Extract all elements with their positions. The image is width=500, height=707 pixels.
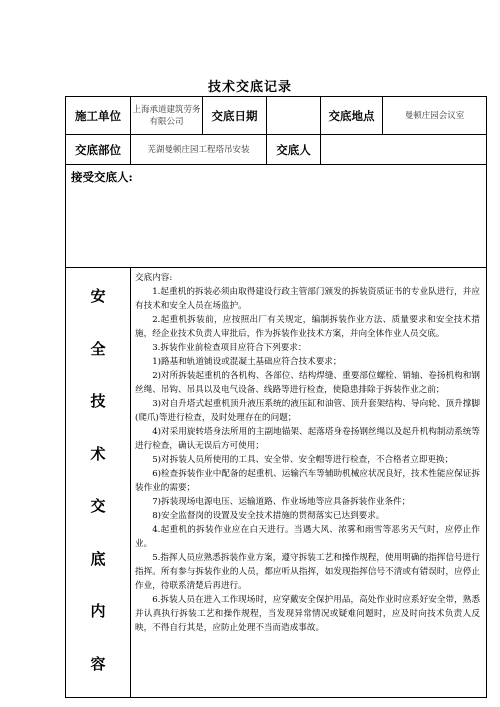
person-label: 交底人 (267, 135, 321, 165)
side-char: 安 (90, 287, 106, 305)
content-intro: 交底内容: (135, 273, 173, 283)
record-table (65, 96, 487, 698)
content-cell (131, 268, 487, 698)
content-paragraph: 4)对采用旋转塔身法所用的主副地锚架、起落塔身卷扬钢丝绳以及起升机构制动系统等进行检查，确认无误后方可使用； (135, 427, 480, 451)
content-paragraph: 3)对自升塔式起重机顶升液压系统的液压缸和油管、顶升套架结构、导向轮、顶升撑脚(爬爪)等进行检查，及时处理存在的问题； (135, 399, 480, 423)
date-value[interactable] (267, 97, 321, 135)
content-paragraph: 2.起重机拆装前，应按照出厂有关规定，编制拆装作业方法、质量要求和安全技术措施，经企业技术负责人审批后，作为拆装作业技术方案，并向全体作业人员交底。 (135, 315, 480, 339)
place-value: 曼顿庄园会议室 (383, 97, 487, 135)
content-paragraph: 6.拆装人员在进入工作现场时，应穿戴安全保护用品，高处作业时应系好安全带，熟悉并认真执行拆装工艺和操作规程，当发现异常情况或疑难问题时，应及时向技术负责人反映，不得自行其是，应防止处理不当而造成事故。 (135, 595, 480, 633)
place-label: 交底地点 (321, 97, 383, 135)
content-paragraph: 6)检查拆装作业中配备的起重机、运输汽车等辅助机械应状况良好，技术性能应保证拆装作业的需要； (135, 469, 480, 493)
unit-label: 施工单位 (66, 97, 131, 135)
part-value: 芜湖曼顿庄园工程塔吊安装 (131, 135, 267, 165)
date-label: 交底日期 (203, 97, 267, 135)
content-paragraph: 4.起重机的拆装作业应在白天进行。当遇大风、浓雾和雨雪等恶劣天气时，应停止作业。 (135, 525, 480, 549)
row-receiver (66, 165, 487, 268)
unit-value: 上海承道建筑劳务有限公司 (131, 97, 203, 135)
side-char: 容 (90, 654, 106, 673)
content-paragraph: 2)对所拆装起重机的各机构、各部位、结构焊缝、重要部位螺栓、销轴、卷扬机构和钢丝绳、吊钩、吊具以及电气设备、线路等进行检查，使隐患排除于拆装作业之前； (135, 371, 480, 395)
side-char: 内 (90, 602, 106, 620)
row-part (66, 135, 487, 165)
part-label: 交底部位 (66, 135, 131, 165)
content-paragraph: 5)对拆装人员所使用的工具、安全带、安全帽等进行检查，不合格者立即更换； (152, 455, 454, 465)
content-paragraph: 3.拆装作业前检查项目应符合下列要求： (152, 343, 307, 353)
receiver-label: 接受交底人: (71, 170, 133, 184)
person-value[interactable] (321, 135, 487, 165)
side-char: 术 (90, 444, 106, 463)
side-char: 技 (90, 392, 106, 410)
row-content (66, 268, 487, 698)
side-label-cell (66, 268, 131, 698)
content-paragraph: 8)安全监督岗的设置及安全技术措施的贯彻落实已达到要求。 (152, 511, 385, 521)
side-char: 底 (90, 549, 106, 568)
row-unit (66, 97, 487, 135)
content-paragraph: 1.起重机的拆装必须由取得建设行政主管部门颁发的拆装资质证书的专业队进行，并应有技术和安全人员在场监护。 (135, 287, 480, 311)
document-title: 技术交底记录 (207, 80, 292, 95)
content-paragraph: 1)路基和轨道铺设或混凝土基础应符合技术要求； (152, 357, 342, 367)
receiver-cell[interactable] (66, 165, 487, 268)
side-char: 交 (90, 497, 106, 515)
content-paragraph: 5.指挥人员应熟悉拆装作业方案，遵守拆装工艺和操作规程，使用明确的指挥信号进行指挥。所有参与拆装作业的人员，都应听从指挥，如发现指挥信号不清或有错误时，应停止作业，待联系清楚后再进行。 (135, 553, 480, 591)
side-char: 全 (90, 339, 106, 358)
content-paragraph: 7)拆装现场电源电压、运输道路、作业场地等应具备拆装作业条件； (152, 497, 411, 507)
side-label (66, 268, 130, 690)
content-body (135, 271, 480, 635)
